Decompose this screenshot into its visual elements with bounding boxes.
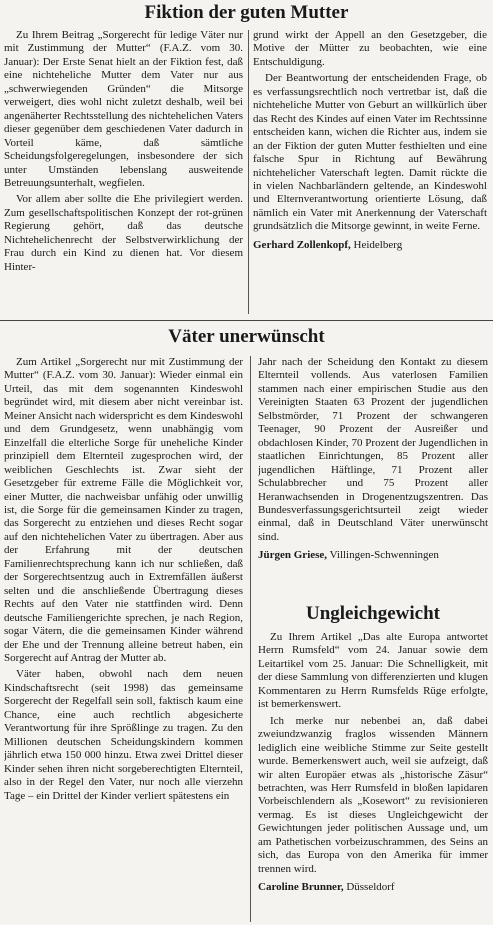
article2-left-column [4,356,243,922]
article2-city: Villingen-Schwenningen [329,549,439,562]
article1-left-column [4,29,243,291]
article2-signature [258,549,488,562]
article2-author: Jürgen Griese, [258,549,328,562]
article3-author: Caroline Brunner, [258,881,344,894]
article3-signature [258,881,488,894]
article3-paragraph: Zu Ihrem Artikel „Das alte Europa antwortet Herrn Rumsfeld“ vom 24. Januar sowie dem Leitartikel vom 25. Januar: Die Schnelligkeit, mit der diese Sammlung von differenzierten und klugen Kommentaren zu Herrn Rumsfelds Rüge erfolgte, ist bemerkenswert. [258,631,488,711]
article2-paragraph: Zum Artikel „Sorgerecht nur mit Zustimmung der Mutter“ (F.A.Z. vom 30. Januar): Wieder einmal ein Urteil, das mit dem sogenannten Kindeswohl begründet wird, mit diesem aber nicht vereinbar ist. Meiner Ansicht nach widerspricht es dem Kindeswohl und dem Grundgesetz, wenn unabhängig vom Einzelfall die elterliche Sorge für uneheliche Kinder prinzipiell dem Elternteil zugesprochen wird, der weiblichen Geschlechts ist. Zwar sieht der Gesetzgeber für extreme Fälle die Möglichkeit vor, einer Mutter, die nachweisbar unfähig oder unwillig ist, die Sorge für die gemeinsamen Kinder zu tragen, das Sorgerecht zu entziehen und dieses Recht sogar auf den nichtehelichen Vater zu übertragen. Aber aus der Erfahrung mit der deutschen Familienrechtsprechung kann ich nur schließen, daß der Sorgerechtsentzug auch in Extremfällen äußerst selten und die anschließende Übertragung dieses Rechts auf den Vater nie stattfinden wird. Denn deutsche Familiengerichte sprechen, je nach Region, sogar Vätern, die die gemeinsamen Kinder während der Ehe und der Trennung alleine betreut haben, ein Sorgerecht auf Antrag der Mutter ab. [4,356,243,664]
column-divider [250,356,251,922]
column-divider [248,30,249,314]
article2-paragraph: Jahr nach der Scheidung den Kontakt zu diesem Elternteil vollends. Aus vaterlosen Familien stammen nach einer empirischen Studie aus den Vereinigten Staaten 63 Prozent der jugendlichen Selbstmörder, 71 Prozent der schwangeren Teenager, 90 Prozent der Ausreißer und obdachlosen Kinder, 70 Prozent der Jugendlichen in staatlichen Einrichtungen, 85 Prozent aller jugendlichen Häftlinge, 71 Prozent aller Schulabbrecher und 75 Prozent aller Heranwachsenden in Drogenentzugszentren. Das Bundesverfassungsgerichtsurteil zeigt wieder einmal, daß in Deutschland Väter unerwünscht sind. [258,356,488,543]
article1-city: Heidelberg [353,238,403,251]
article1-right-column [253,29,487,315]
headline-ungleichgewicht: Ungleichgewicht [305,603,441,624]
article1-signature [253,239,487,252]
article1-paragraph: Zu Ihrem Beitrag „Sorgerecht für ledige Väter nur mit Zustimmung der Mutter“ (F.A.Z. vom 30. Januar): Der Erste Senat hielt an der Fiktion fest, daß eine nichteheliche Mutter dem Vater nur aus „schwerwiegenden Gründen“ die Mitsorge verweigert, dies wohl nicht zuletzt deshalb, weil bei angenäherter Rechtsstellung des nichtehelichen Vaters dieser gegenüber dem geschiedenen Vater dadurch in Vorteil käme, daß sämtliche Scheidungsfolgeregelungen, insbesondere der sich unter Umständen lebenslang ausweitende Betreuungsunterhalt, wegfielen. [4,29,243,189]
headline-vaeter: Väter unerwünscht [168,326,325,347]
article2-right-column [258,356,488,582]
article1-paragraph: Vor allem aber sollte die Ehe privilegiert werden. Zum gesellschaftspolitischen Konzept der rot-grünen Regierung gehört, daß das deutsche Nichtehelichenrecht der Selbstverwirklichung der Frau durch ein Kind zu dienen hat. Vor diesem Hinter- [4,193,243,273]
article1-paragraph: Der Beantwortung der entscheidenden Frage, ob es verfassungsrechtlich noch vertretbar ist, daß die nichteheliche Mutter von Geburt an willkürlich über das Recht des Kindes auf einen Vater im Rechtssinne entscheiden kann, wichen die Richter aus, indem sie an der Fiktion der guten Mutter festhielten und eine falsche Spur in Richtung auf Bewährung nichtehelicher Vaterschaft legten. Damit rückte die in vielen Nachbarländern geltende, an Kindeswohl und Elternverantwortung orientierte Lösung, daß nämlich ein Vater mit Anerkennung der Vaterschaft grundsätzlich die Mitsorge gewinnt, in weite Ferne. [253,72,487,233]
article3-column [258,631,488,922]
article3-city: Düsseldorf [346,881,395,894]
headline-fiktion: Fiktion der guten Mutter [144,2,349,23]
article3-paragraph: Ich merke nur nebenbei an, daß dabei zweiundzwanzig fraglos wissenden Männern lediglich eine weibliche Stimme zur Seite gestellt wurde. Bemerkenswert auch, weil sie aufzeigt, daß wir alten Europäer etwas als „historische Zäsur“ betrachten, was Herr Rumsfeld in bloßen lapidaren Vorbeischlendern als „Kosewort“ zu revisionieren vermag. Es ist dieses Ungleichgewicht der Gewichtungen jeder politischen Aussage und, um am Pathetischen vorbeizuschrammen, des Seins an sich, das Europa von den Amerika für immer trennen wird. [258,714,488,875]
section-divider [0,320,493,321]
article1-author: Gerhard Zollenkopf, [253,238,351,251]
article1-paragraph: grund wirkt der Appell an den Gesetzgeber, die Motive der Mütter zu beobachten, wie eine Entschuldigung. [253,29,487,68]
article2-paragraph: Väter haben, obwohl nach dem neuen Kindschaftsrecht (seit 1998) das gemeinsame Sorgerecht der Regelfall sein soll, faktisch kaum eine Chance, eine auch rechtlich abgesicherte Verantwortung für ihre Sprößlinge zu tragen. Zu den Millionen deutschen Scheidungskindern kommen jährlich etwa 150 000 hinzu. Etwa zwei Drittel dieser Kinder sehen ihren nicht sorgeberechtigten Elternteil, also in der Regel den Vater, nur noch alle vierzehn Tage – ein Drittel der Kinder verliert spätestens ein [4,668,243,802]
